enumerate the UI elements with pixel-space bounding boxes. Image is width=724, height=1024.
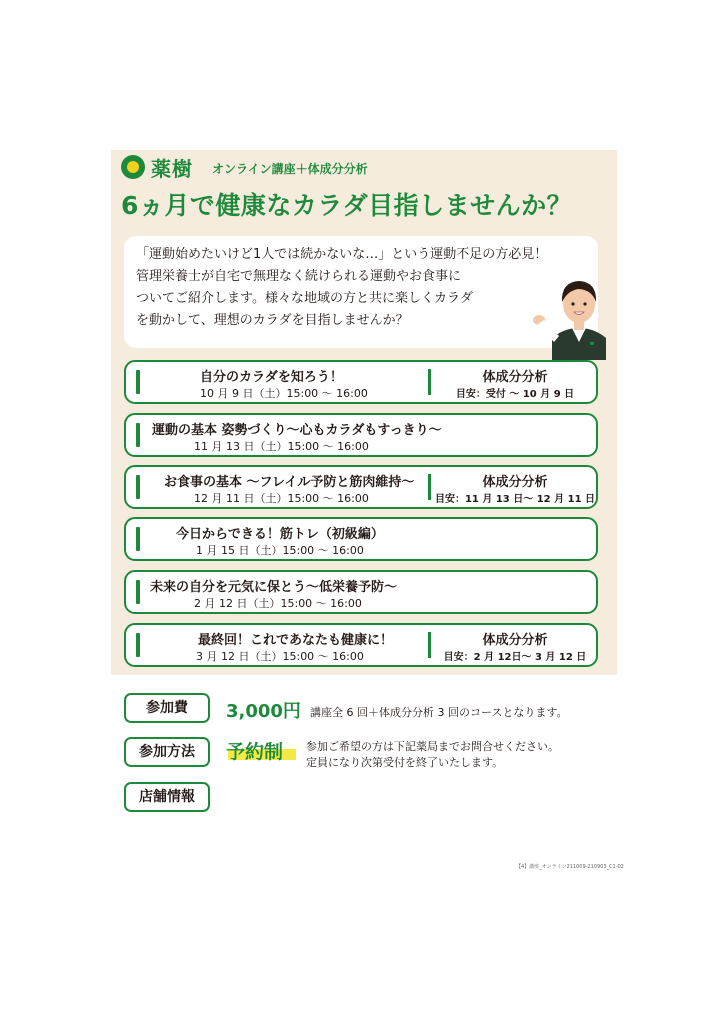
session-date: 12 月 11 日（土）15:00 ～ 16:00 <box>194 492 369 505</box>
session-title: 未来の自分を元気に保とう～低栄養予防～ <box>150 580 398 595</box>
reservation-value: 予約制 <box>226 741 284 763</box>
fee-label: 参加費 <box>124 693 210 723</box>
method-note: 定員になり次第受付を終了いたします。 <box>306 756 504 769</box>
intro-box <box>124 236 598 348</box>
accent-bar <box>136 475 140 499</box>
accent-bar <box>136 633 140 657</box>
intro-line: ついてご紹介します。様々な地域の方と共に楽しくカラダ <box>136 291 473 306</box>
accent-bar <box>136 527 140 551</box>
intro-line: 「運動始めたいけど1人では続かないな…」という運動不足の方必見！ <box>136 247 548 262</box>
pharmacist-illustration <box>532 268 606 360</box>
fee-note: 講座全 6 回＋体成分分析 3 回のコースとなります。 <box>310 706 568 719</box>
intro-line: 管理栄養士が自宅で無理なく続けられる運動やお食事に <box>136 269 462 284</box>
session-card <box>124 623 598 667</box>
session-card <box>124 570 598 614</box>
store-label: 店舗情報 <box>124 782 210 812</box>
analysis-date: 目安：11 月 13 日～ 12 月 11 日 <box>434 494 596 505</box>
session-title: 運動の基本 姿勢づくり～心もカラダもすっきり～ <box>152 423 442 438</box>
document-code: 【4】講座_オンライン211009-210903_C1-02 <box>516 864 624 870</box>
session-card <box>124 413 598 457</box>
session-date: 11 月 13 日（土）15:00 ～ 16:00 <box>194 440 369 453</box>
session-title: 自分のカラダを知ろう！ <box>200 370 343 385</box>
analysis-label: 体成分分析 <box>482 633 548 648</box>
session-date: 2 月 12 日（土）15:00 ～ 16:00 <box>194 597 362 610</box>
session-date: 1 月 15 日（土）15:00 ～ 16:00 <box>196 544 364 557</box>
method-note: 参加ご希望の方は下記薬局までお問合せください。 <box>306 740 559 753</box>
session-date: 3 月 12 日（土）15:00 ～ 16:00 <box>196 650 364 663</box>
divider <box>428 369 431 395</box>
analysis-date: 目安：受付 ～ 10 月 9 日 <box>455 389 575 400</box>
accent-bar <box>136 370 140 394</box>
logo-mark-icon <box>121 155 145 179</box>
brand-subtitle: オンライン講座＋体成分分析 <box>212 162 368 176</box>
intro-line: を動かして、理想のカラダを目指しませんか？ <box>136 313 409 328</box>
brand-name: 薬樹 <box>151 156 193 181</box>
fee-price: 3,000円 <box>226 701 301 722</box>
session-card <box>124 465 598 509</box>
analysis-label: 体成分分析 <box>482 370 548 385</box>
session-title: お食事の基本 ～フレイル予防と筋肉維持～ <box>164 475 415 490</box>
session-date: 10 月 9 日（土）15:00 ～ 16:00 <box>200 387 368 400</box>
divider <box>428 474 431 500</box>
accent-bar <box>136 580 140 604</box>
analysis-label: 体成分分析 <box>482 475 548 490</box>
session-card <box>124 517 598 561</box>
headline: 6ヵ月で健康なカラダ目指しませんか？ <box>121 191 573 220</box>
session-card <box>124 360 598 404</box>
divider <box>428 632 431 658</box>
analysis-date: 目安：2 月 12日～ 3 月 12 日 <box>443 652 587 663</box>
session-title: 今日からできる！筋トレ（初級編） <box>176 527 384 542</box>
accent-bar <box>136 423 140 447</box>
method-label: 参加方法 <box>124 737 210 767</box>
brand-logo <box>121 155 193 179</box>
session-title: 最終回！これであなたも健康に！ <box>198 633 394 648</box>
